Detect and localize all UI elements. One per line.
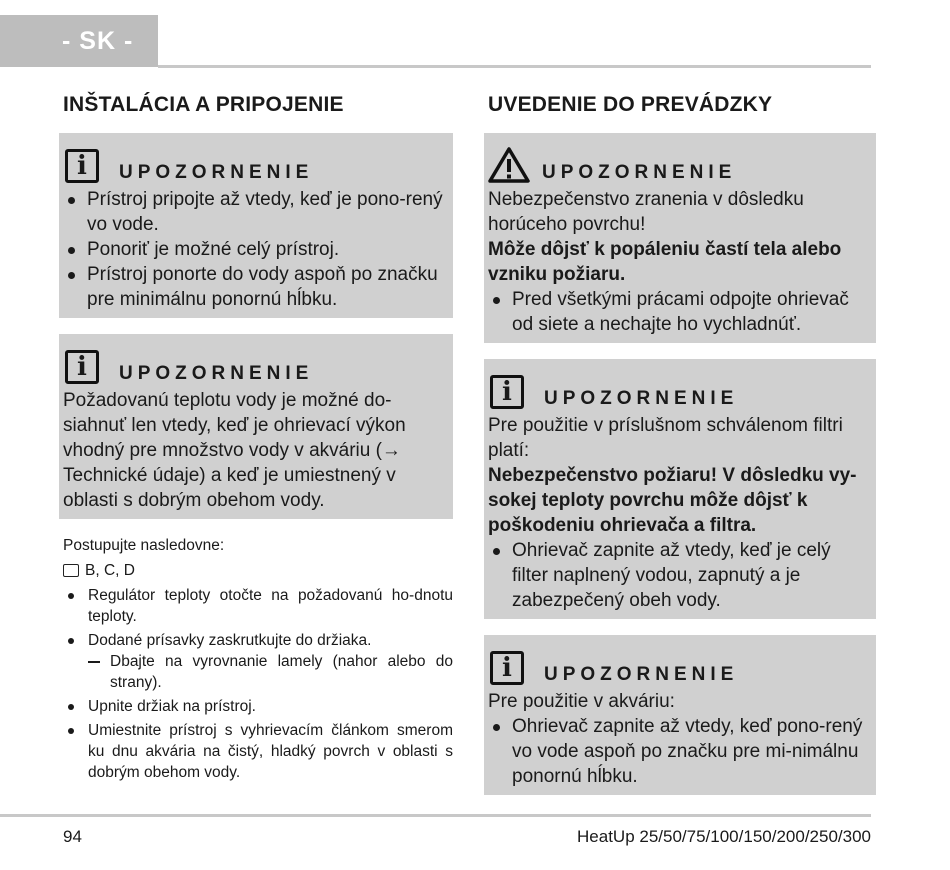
sub-list-item: Dbajte na vyrovnanie lamely (nahor alebo do strany). [88, 651, 453, 693]
header-rule [158, 65, 871, 68]
list-item: Pred všetkými prácami odpojte ohrievač od siete a nechajte ho vychladnúť. [488, 287, 868, 337]
page-number: 94 [63, 827, 82, 846]
list-item: Umiestnite prístroj s vyhrievacím článkom smerom ku dnu akvária na čistý, hladký povrch v oblasti s dobrým obehom vody. [63, 720, 453, 783]
left-column [59, 93, 453, 786]
note-bold-text: Môže dôjsť k popáleniu častí tela alebo vzniku požiaru. [488, 239, 842, 285]
list-item: Ohrievač zapnite až vtedy, keď pono-rený vo vode aspoň po značku pre mi-nimálnu ponornú hĺbku. [488, 714, 868, 789]
note-text: Nebezpečenstvo zranenia v dôsledku horúceho povrchu! [488, 189, 804, 235]
info-note-4 [484, 635, 876, 795]
note-bullets [488, 538, 868, 613]
info-note-2 [59, 334, 453, 519]
product-name: HeatUp 25/50/75/100/150/200/250/300 [577, 827, 871, 846]
note-bullets [488, 714, 868, 789]
info-note-1 [59, 133, 453, 318]
note-text: Pre použitie v príslušnom schválenom filtri platí: [488, 415, 843, 461]
info-icon: i [65, 149, 99, 183]
info-icon: i [490, 651, 524, 685]
note-title: UPOZORNENIE [119, 162, 314, 183]
note-title: UPOZORNENIE [544, 388, 739, 409]
footer-rule [0, 814, 871, 817]
list-item: Prístroj ponorte do vody aspoň po značku pre minimálnu ponornú hĺbku. [63, 262, 445, 312]
list-item: Ponoriť je možné celý prístroj. [63, 237, 445, 262]
procedure-intro: Postupujte nasledovne: [63, 537, 225, 554]
list-item: Upnite držiak na prístroj. [63, 696, 453, 717]
note-text: Požadovanú teplotu vody je možné do-siahnuť len vtedy, keď je ohrievací výkon vhodný pre množstvo vody v akváriu (→ Technické údaje) a keď je umiestnený v oblasti s dobrým obehom vody. [63, 390, 406, 511]
list-item: Regulátor teploty otočte na požadovanú ho-dnotu teploty. [63, 585, 453, 627]
list-item: Prístroj pripojte až vtedy, keď je pono-rený vo vode. [63, 187, 445, 237]
note-bold-text: Nebezpečenstvo požiaru! V dôsledku vy-sokej teploty povrchu môže dôjsť k poškodeniu ohrievača a filtra. [488, 465, 857, 536]
note-title: UPOZORNENIE [119, 363, 314, 384]
info-note-3 [484, 359, 876, 619]
section-heading-commissioning: UVEDENIE DO PREVÁDZKY [488, 93, 773, 116]
step-text: Dodané prísavky zaskrutkujte do držiaka. [88, 632, 372, 649]
info-icon: i [65, 350, 99, 384]
language-tab: - SK - [0, 15, 158, 67]
procedure-steps [63, 585, 453, 783]
note-title: UPOZORNENIE [542, 162, 737, 183]
info-icon: i [490, 375, 524, 409]
note-bullets [63, 187, 445, 312]
list-item: Ohrievač zapnite až vtedy, keď je celý filter naplnený vodou, zapnutý a je zabezpečený obeh vody. [488, 538, 868, 613]
section-heading-installation: INŠTALÁCIA A PRIPOJENIE [63, 93, 344, 116]
note-text: Pre použitie v akváriu: [488, 691, 675, 712]
procedure [63, 535, 453, 783]
right-column [484, 93, 876, 811]
model-line [63, 560, 453, 581]
warning-note [484, 133, 876, 343]
warning-triangle-icon [488, 147, 530, 183]
list-item [63, 630, 453, 693]
model-list: B, C, D [85, 562, 135, 579]
sub-steps [88, 651, 453, 693]
note-title: UPOZORNENIE [544, 664, 739, 685]
note-bullets [488, 287, 868, 337]
checkbox-icon [63, 564, 79, 577]
